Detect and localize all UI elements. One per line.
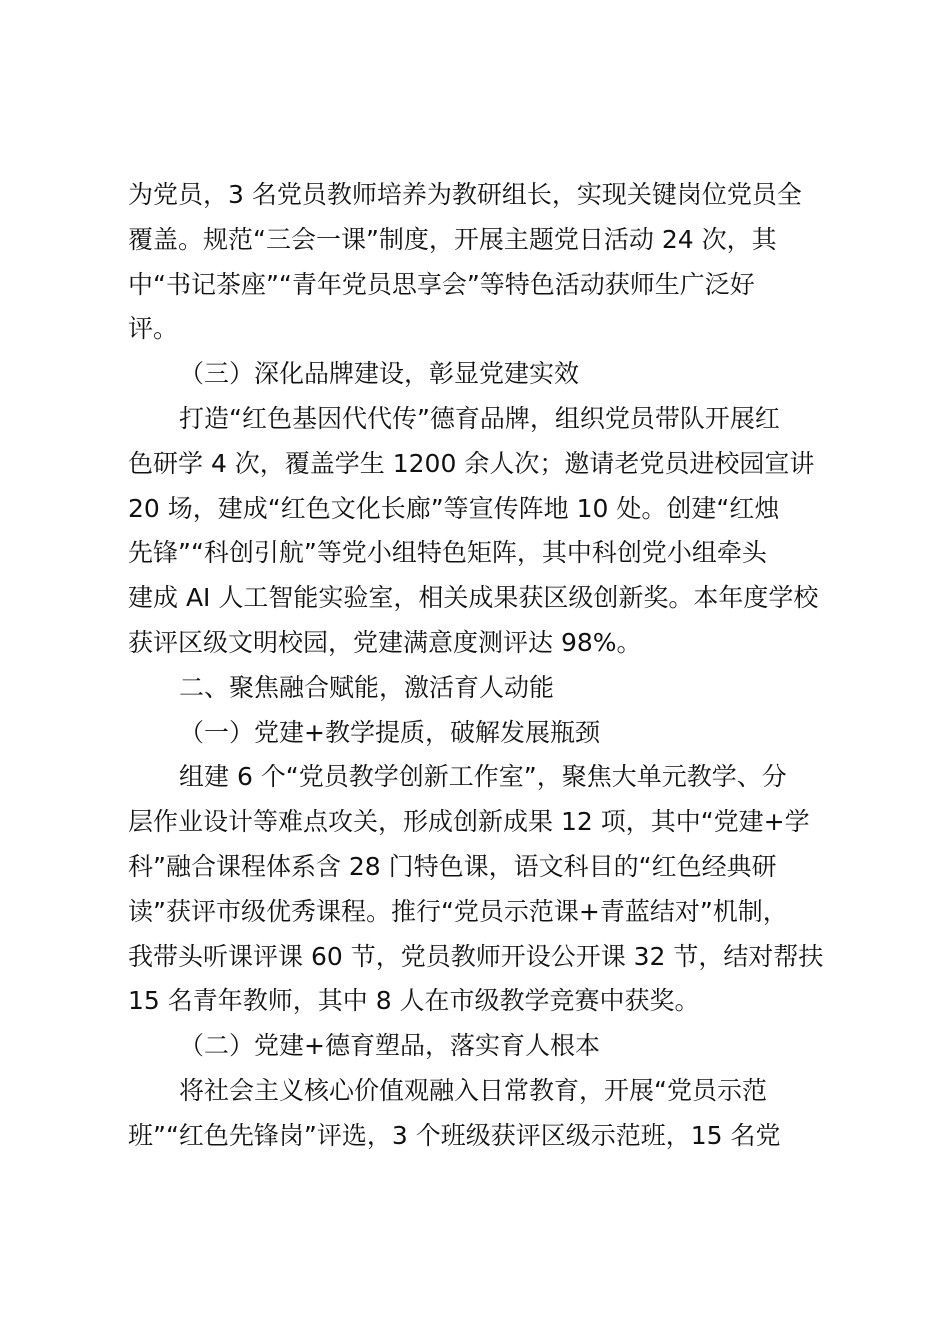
document-page bbox=[128, 173, 833, 1159]
paragraph-line: 层作业设计等难点攻关，形成创新成果 12 项，其中“党建+学 bbox=[128, 807, 810, 837]
paragraph-line: 获评区级文明校园，党建满意度测评达 98%。 bbox=[128, 627, 642, 657]
paragraph-line: 评。 bbox=[128, 314, 179, 344]
subsection-heading: （一）党建+教学提质，破解发展瓶颈 bbox=[179, 717, 600, 747]
paragraph-line: 先锋”“科创引航”等党小组特色矩阵，其中科创党小组牵头 bbox=[128, 538, 767, 568]
paragraph-line: 建成 AI 人工智能实验室，相关成果获区级创新奖。本年度学校 bbox=[128, 583, 819, 613]
subsection-heading: （二）党建+德育塑品，落实育人根本 bbox=[179, 1031, 600, 1061]
paragraph-line: 15 名青年教师，其中 8 人在市级教学竞赛中获奖。 bbox=[128, 986, 700, 1016]
section-heading: 二、聚焦融合赋能，激活育人动能 bbox=[179, 672, 555, 702]
paragraph-line: 组建 6 个“党员教学创新工作室”，聚焦大单元教学、分 bbox=[179, 762, 787, 792]
paragraph-line: 20 场，建成“红色文化长廊”等宣传阵地 10 处。创建“红烛 bbox=[128, 493, 780, 523]
paragraph-line: 班”“红色先锋岗”评选，3 个班级获评区级示范班，15 名党 bbox=[128, 1120, 781, 1150]
paragraph-line: 打造“红色基因代代传”德育品牌，组织党员带队开展红 bbox=[179, 403, 780, 433]
paragraph-line: 读”获评市级优秀课程。推行“党员示范课+青蓝结对”机制， bbox=[128, 896, 788, 926]
paragraph-line: 我带头听课评课 60 节，党员教师开设公开课 32 节，结对帮扶 bbox=[128, 941, 824, 971]
paragraph-line: 中“书记茶座”“青年党员思享会”等特色活动获师生广泛好 bbox=[128, 269, 755, 299]
paragraph-line: 将社会主义核心价值观融入日常教育，开展“党员示范 bbox=[179, 1075, 767, 1105]
paragraph-line: 色研学 4 次，覆盖学生 1200 余人次；邀请老党员进校园宣讲 bbox=[128, 448, 815, 478]
paragraph-line: 为党员，3 名党员教师培养为教研组长，实现关键岗位党员全 bbox=[128, 180, 802, 209]
paragraph-line: 科”融合课程体系含 28 门特色课，语文科目的“红色经典研 bbox=[128, 851, 777, 881]
paragraph-line: 覆盖。规范“三会一课”制度，开展主题党日活动 24 次，其 bbox=[128, 224, 777, 254]
subsection-heading: （三）深化品牌建设，彰显党建实效 bbox=[179, 359, 580, 389]
